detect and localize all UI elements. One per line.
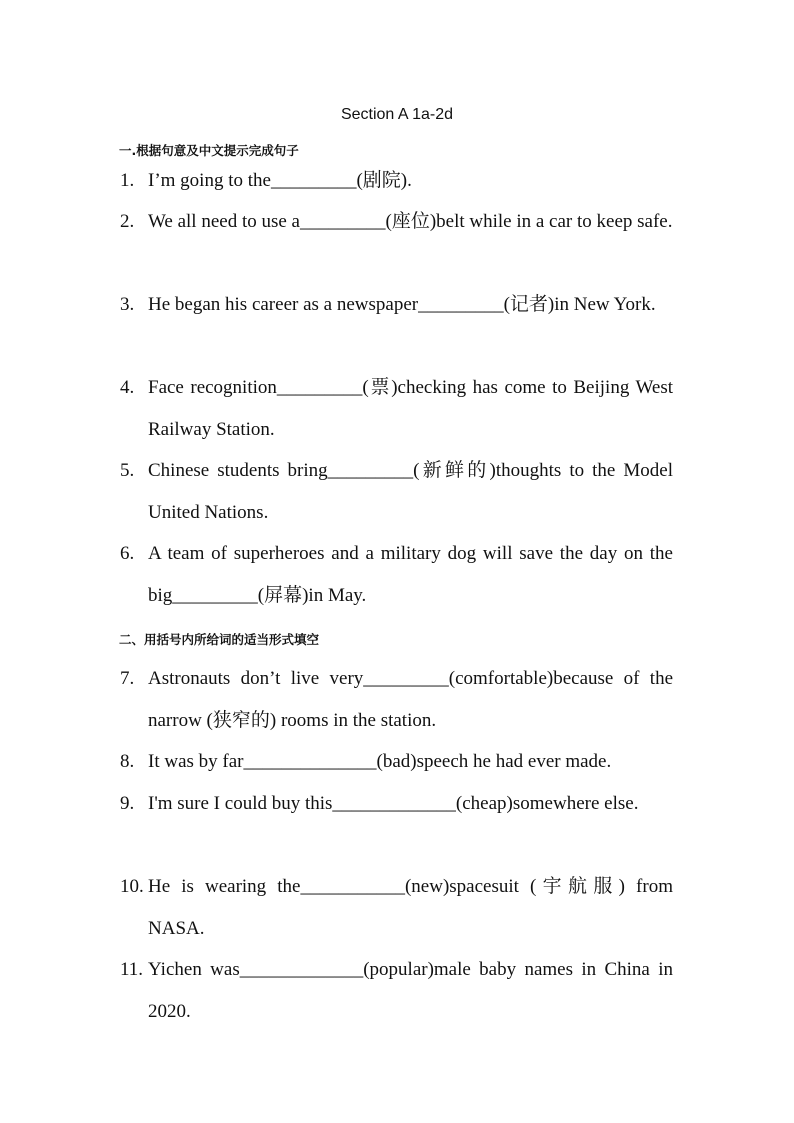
question-number: 11. [120, 959, 144, 980]
question-6 [120, 533, 673, 616]
question-text: He is wearing the___________(new)spacesuit (宇航服) from NASA. [148, 876, 673, 939]
question-8 [120, 741, 673, 783]
question-text: Yichen was_____________(popular)male baby names in China in 2020. [148, 959, 673, 1022]
question-10 [120, 866, 673, 949]
question-7 [120, 658, 673, 741]
question-11 [120, 949, 673, 1032]
question-text: A team of superheroes and a military dog will save the day on the big_________(屏幕)in May. [148, 543, 673, 606]
question-5 [120, 450, 673, 533]
question-number: 10. [120, 876, 144, 897]
question-text: I'm sure I could buy this_____________(cheap)somewhere else. [148, 793, 639, 814]
question-3 [120, 284, 673, 326]
question-number: 1. [120, 170, 135, 191]
question-text: We all need to use a_________(座位)belt while in a car to keep safe. [148, 211, 673, 232]
question-number: 6. [120, 543, 135, 564]
page-title: Section A 1a-2d [340, 106, 454, 123]
question-number: 8. [120, 751, 135, 772]
question-1 [120, 160, 673, 202]
question-text: Chinese students bring_________(新鲜的)thoughts to the Model United Nations. [148, 460, 673, 523]
question-number: 5. [120, 460, 135, 481]
question-4 [120, 367, 673, 450]
question-text: It was by far______________(bad)speech he had ever made. [148, 751, 612, 772]
question-text: Face recognition_________(票)checking has come to Beijing West Railway Station. [148, 377, 673, 440]
section-heading-1: 一.根据句意及中文提示完成句子 [119, 143, 299, 158]
question-text: He began his career as a newspaper_________(记者)in New York. [148, 294, 656, 315]
question-number: 2. [120, 211, 135, 232]
question-number: 9. [120, 793, 135, 814]
question-text: Astronauts don’t live very_________(comfortable)because of the narrow (狭窄的) rooms in the station. [148, 668, 673, 731]
question-number: 7. [120, 668, 135, 689]
section-heading-2: 二、用括号内所给词的适当形式填空 [119, 632, 320, 647]
question-9 [120, 783, 673, 825]
question-text: I’m going to the_________(剧院). [148, 170, 412, 191]
question-number: 3. [120, 294, 135, 315]
question-2 [120, 201, 673, 243]
question-number: 4. [120, 377, 135, 398]
